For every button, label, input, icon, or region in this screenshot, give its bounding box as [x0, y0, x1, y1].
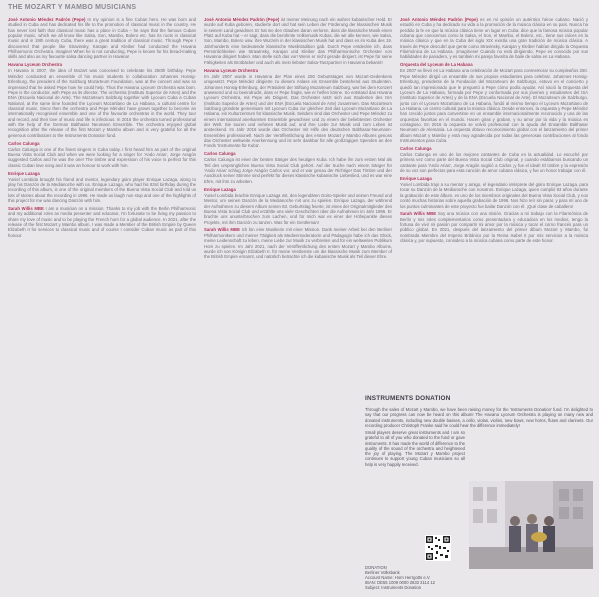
pepe-name-es: José Antonio Méndez Padrón (Pepe) — [400, 17, 478, 22]
heading-enrique-de: Enrique Lazaga — [204, 186, 236, 192]
pepe-name: José Antonio Méndez Padrón (Pepe) — [8, 17, 86, 22]
donation-section — [365, 395, 593, 591]
sarah-text-es: Soy una música con una misión. Gracias a mi trabajo con la Filarmónica de Berlín y mis roles complementarios como presentadora y educadora en los medios, tengo la fortuna de vivir mi pasión por compartir mi amor por la música y tocar el corno francés para un público global. En 2021, después del lanzamiento del primer álbum Mozart y Mambo, fui nombrada Miembro del Imperio Británico por la Reina Isabel II por mis servicios a la música clásica y, por supuesto, considero a la música cubana como parte de este honor. — [400, 211, 588, 244]
orchestra-text: In Havana in 2007, the idea of Mozart was conceived to celebrate his 250th birthday. Pepe Méndez conducted an ensemble of his music students in collaboration Johannes Honsig-Erlenburg, the president of the Salzburg Mozarteum Foundation, was at the concert and was so impressed that he asked Pepe how he could help. Thus the Havana Lyceum Orchestra was born. Pepe is the conductor, with Pepe as its director. The orchestra (Instituto Superior de Artes) and the ENA (Escuela Nacional de Arte). The Mozarteum Salzburg together with Lyceum Cuba a Cuban National, at the same time founded the Lyceum Mozartiano de La Habana, a cultural centre for classical music. Since then the orchestra and Pepe Méndez have grown together to become an internationally recognised ensemble and one of the favourite orchestras in the world. They tour and record, and their love of music and life is infectious. In 2016 the orchestra turned professional with the help of the German Balthasar Neumann Ensemble. The orchestra enjoyed global recognition after the release of the first Mozart y Mambo album and is very grateful for all the generous contributions to the Instruments Donation fund. — [8, 68, 196, 138]
musicians-photo — [469, 481, 593, 569]
pepe-name-de: José Antonio Méndez Padrón (Pepe) — [204, 17, 280, 22]
photo-illustration — [469, 481, 593, 569]
donation-title: INSTRUMENTS DONATION — [365, 395, 451, 402]
column-german — [204, 17, 392, 437]
donation-paragraph-1: Through the sales of Mozart y Mambo, we have been raising money for the 'Instruments Donation' fund. I'm delighted to say that our progress can now be heard on this album! The Havana Lyceum Orchestra is playing on many new and donated instruments, including new double basses, a cello, violas, violins, new bows, new horns, flutes and clarinets. Our recording producer Christoph Franke said he could hear the difference immediately! — [365, 407, 593, 428]
sarah-text-de: Ich bin eine Musikerin mit einer Mission. Dank meiner Arbeit bei den Berliner Philharmonikern und meiner Tätigkeit als Medienmoderatorin und Pädagogin habe ich das Glück, meine Leidenschaft zu leben, meine Liebe zur Musik zu verbreiten und für ein weltweites Publikum Horn zu spielen. Im Jahr 2021, nach der Veröffentlichung des ersten Mozart y Mambo Albums, wurde ich von Königin Elizabeth II. für meine Verdienste um die klassische Musik zum Member of the British Empire ernannt, und natürlich betrachte ich die kubanische Musik als Teil dieser Ehre. — [204, 227, 392, 260]
column-spanish — [400, 17, 588, 392]
column-english — [8, 17, 196, 437]
heading-carlos-de: Carlos Calunga — [204, 151, 236, 157]
qr-code[interactable] — [425, 535, 451, 561]
donation-text — [365, 407, 593, 467]
orchestra-text-es: En 2007 se llevó en La Habana una celebración de Mozart para conmemorar su cumpleaños 250. Pepe Méndez dirigió un ensamble de sus propios estudiantes para celebrar. Johannes Honsig-Erlenburg, presidente de la Fundación del Mozarteum de Salzburgo, estuvo en el concierto y quedó tan impresionado que le preguntó a Pepe cómo podía ayudar. Así nació la Orquesta del Lyceum de La Habana, formada por Pepe y conformada por sus jóvenes y estudiantes del ISA (Instituto Superior de Artes) y de la ENA (Escuela Nacional de Arte). El Mozarteum de Salzburgo, junto con el Lyceum Mozartiano de La Habana, fundó al mismo tiempo el Lyceum Mozartiano de La Habana, un centro cultural para la música clásica. Desde entonces, la orquesta y Pepe Méndez han crecido juntos para convertirse en un ensamble internacionalmente reconocido y una de las orquestas favoritas en el mundo. Hacen giras y graban, y su amor por la vida y la música es contagioso. En 2016 la orquesta se volvió profesional con la ayuda del Ensamble Balthasar Neumann de Alemania. La orquesta obtuvo reconocimiento global con el lanzamiento del primer álbum Mozart y Mambo y está muy agradecida por todas las generosas contribuciones al fondo Instrumentos para Cuba. — [400, 68, 588, 143]
bank-line: DONATION — [365, 565, 387, 570]
enrique-text-es: Yuniel Lombida trajo a su mentor y amigo, el legendario intérprete del güiro Enrique Lazaga, para tocar su Danzón de la Medianoche con nosotros. Enrique Lazaga, quien cumplió 83 años durante la grabación de este álbum, es uno de los miembros originales del Buena Vista Social Club, y nos contó muchas historias sobre aquella grabación de 1996. Nos hizo reír sin parar, y para mí uno de los puntos culminantes de este proyecto fue bailar Danzón con él. ¡Qué clase de caballero! — [400, 182, 588, 209]
carlos-text-es: Carlos Calunga es uno de los mejores cantantes de Cuba en la actualidad. Lo escuché por primera vez como parte del Buena Vista Social Club original, y cuando estábamos buscando un cantante para 'Ando Arias', Jorge Aragón sugirió a Carlos ¡y fue el ideal! El timbre y la expresión de su voz son perfectos para esta canción de amor cubana clásica, y fue un honor trabajar con él. — [400, 152, 588, 174]
orchestra-text-de: Im Jahr 2007 wurde in Havanna der Plan eines 250 Geburtstages von Mozart-Gedenkens umgesetzt. Pepe Méndez dirigierte zu diesem Anlass ein Ensemble bestehend aus Studenten. Johannes Honsig-Erlenburg, der Präsident der Stiftung Mozarteum Salzburg, war bei dem Konzert anwesend und so beeindruckt, dass er Pepe fragte, wie er helfen könne. So entstand das Havana Lyceum Orchestra, mit Pepe als Dirigent. Das Orchester setzt sich aus Studenten des ISA (Instituto Superior de Artes) und der ENA (Escuela Nacional de Arte) zusammen. Das Mozarteum Salzburg gründete gemeinsam mit Lyceum Cuba zur gleichen Zeit das Lyceum Mozartiano de La Habana, ein Kulturzentrum für klassische Musik. Seitdem sind das Orchester und Pepe Méndez zu einem international anerkannten Ensemble gewachsen und zu einem der beliebtesten Orchester der Welt. Sie touren und nehmen Musik auf, und ihre Liebe zur Musik und zum Leben ist ansteckend. Im Jahr 2016 wurde das Orchester mit Hilfe des deutschen Balthasar-Neumann-Ensembles professionell. Nach der Veröffentlichung des ersten Mozart y Mambo Albums genoss das Orchester weltweite Anerkennung und ist sehr dankbar für alle großzügigen Spenden an den Fonds 'Instrumente für Kuba'. — [204, 73, 392, 149]
bank-line: Berliner Volksbank — [365, 570, 400, 576]
sarah-text: I am a musician on a mission. Thanks to my job with the Berlin Philharmonic and my additional roles as media presenter and educator, I'm fortunate to be living my passion to share my love of music and to be playing the French horn for a global audience. In 2021, after the release of the first Mozart y Mambo album, I was made a Member of the British Empire by Queen Elizabeth II for services to classical music and of course I consider Cuban music as part of this honour. — [8, 206, 196, 238]
heading-orchestra-es: Orquesta del Lyceum de La Habana — [400, 62, 473, 68]
enrique-text: Yuniel Lombida brought his friend and mentor, legendary güiro player Enrique Lazaga, along to play his Danzón de la Medianoche with us. Enrique Lazaga, who had his 83rd birthday during the recording of this album, is one of the original members of the Buena Vista Social Club and told us lots of stories about the recording in 1996. He made us laugh non stop and one of the highlights of this project for me was dancing Danzón with him. — [8, 176, 196, 204]
bank-line: IBAN: DE55 1009 0000 2633 2114 12 — [365, 580, 436, 586]
heading-enrique-es: Enrique Lazaga — [400, 176, 432, 181]
carlos-text: Carlos Calunga is one of the finest singers in Cuba today. I first heard him as part of the original Buena Vista Social Club and when we were looking for a singer for 'Ando Arias', Jorge Aragón suggested Carlos and he was the one! The timbre and expression of his voice is perfect for this classic Cuban love song and it was an honour to work with him. — [8, 146, 196, 168]
pepe-intro-de: ist meiner Meinung nach ein wahrer kubanischer Held. Er wurde auf Kuba geboren, studierte dort und hat sein Leben der Förderung der klassischen Musik in seinem Land gewidmet. Er hat nie den Glauben daran verloren, dass die klassische Musik einen Platz auf Kuba hat – er sagt, dass die berühmte Volksmusik Kubas, die wir alle kennen, wie Salsa, Son, Mambo, Bolero usw. ihre Wurzeln in der klassischen Musik hat und dass es im Kuba des 19. Jahrhunderts eine bedeutende klassische Musiktradition gab. Durch Pepe entdeckte ich, dass Persönlichkeiten wie Strawinsky, Karajan und Kleiber das Philharmonische Orchester von Havanna dirigiert haben. Man stelle sich das vor! Wenn er nicht gerade dirigiert, ist Pepe für seine Fähigkeiten als Brotbäcker und auch als mein liebster Salsa-Tanzpartner in Havanna bekannt! — [204, 17, 392, 65]
pepe-intro-es: es en mi opinión un auténtico héroe cubano. Nació y estudió en Cuba y ha dedicado su vida a la promoción de la música clásica en su país. Nunca ha perdido la fe en que la música clásica tiene un lugar en Cuba: dice que la famosa música popular cubana que conocemos como la Salsa, el Son, el Mambo, el Bolero, etc., tiene sus raíces en la música clásica y que en la Cuba del siglo XIX existía una gran tradición de música clásica. A través de Pepe descubrí que gente como Stravinsky, Karajan y Kleiber habían dirigido la Orquesta Filarmónica de La Habana. ¡Imagínese! Cuando no está dirigiendo, Pepe es conocido por sus habilidades de panadero, y es también mi pareja favorita de baile de salsa en La Habana. — [400, 17, 588, 60]
bank-line: Account Name: Horn Herrgotts e.V. — [365, 575, 431, 581]
sarah-name-es: Sarah Willis MBE — [400, 211, 437, 217]
bank-line: Subject: Instruments Donation — [365, 585, 422, 591]
page-title: THE MOZART Y MAMBO MUSICIANS — [8, 4, 137, 11]
bank-details — [365, 565, 505, 590]
sarah-name: Sarah Willis MBE — [8, 206, 44, 212]
heading-carlos-es: Carlos Calunga — [400, 145, 432, 151]
heading-orchestra: Havana Lyceum Orchestra — [8, 62, 63, 68]
carlos-text-de: Carlos Calunga ist einer der besten Sänger des heutigen Kuba. Ich habe ihn zum ersten Mal als Teil des ursprünglichen Buena Vista Social Club gehört. Auf der Suche nach einem Sänger für 'Ando Arias' schlug Jorge Aragón Carlos vor, und er war genau der Richtige! Das Timbre und der Ausdruck seiner Stimme sind perfekt für dieses klassische kubanische Liebeslied, und es war eine Ehre, mit ihm zu arbeiten. — [204, 157, 392, 184]
enrique-text-de: Yuniel Lombida brachte Enrique Lazaga mit, den legendären Güiro-Spieler und seinen Freund und Mentor, um seinen Danzón de la Medianoche mit uns zu spielen. Enrique Lazaga, der während der Aufnahmen zu diesem Album seinen 83. Geburtstag feierte, ist eines der Originalmitglieder des Buena Vista Social Club und erzählte uns viele Geschichten über die Aufnahmen im Jahr 1996. Er brachte uns ununterbrochen zum Lachen, und für mich war es einer der Höhepunkte dieses Projekts, mit ihm Danzón zu tanzen. Was für ein Gentleman! — [204, 192, 392, 225]
qr-icon — [425, 535, 451, 561]
heading-carlos: Carlos Calunga — [8, 140, 40, 146]
heading-orchestra-de: Havana Lyceum Orchestra — [204, 67, 259, 73]
donation-paragraph-2: Small players deserve great instruments and I am so grateful to all of you who donated to the fund or gave instruments. It has made the world of difference to the quality of the sound of the orchestra and heightened the joy of playing. The Mozart y Mambo project continues to support young Cuban musicians so all help is very happily received. — [365, 430, 465, 467]
heading-enrique: Enrique Lazaga — [8, 170, 40, 176]
pepe-intro: In my opinion is a fine Cuban hero. He was born and studied in Cuba and has dedicated his life to the promotion of classical music in the country. He has never lost faith that classical music has a place in Cuba – he says that the famous Cuban popular music, which we all know like Salsa, Son, Mambo, Bolero etc. has its roots in classical music and in 19th century Cuba, there was a great tradition of classical music. Through Pepe I discovered that people like Stravinsky, Karajan and Kleiber had conducted the Havana Philharmonic Orchestra. Imagine! When he is not conducting, Pepe is known for his bread-making skills and also as my favourite salsa dancing partner in Havana! — [8, 17, 196, 60]
sarah-name-de: Sarah Willis MBE — [204, 227, 240, 233]
